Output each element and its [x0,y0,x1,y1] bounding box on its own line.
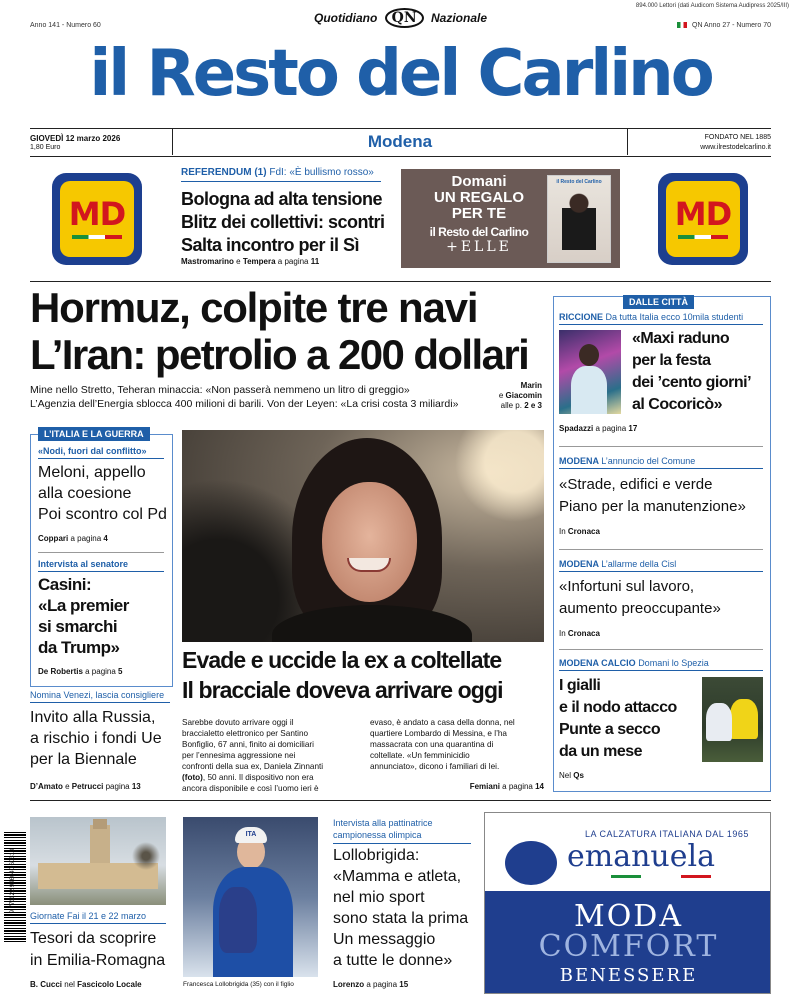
city-k2-rest: L’annuncio del Comune [601,456,696,466]
md-ad-left[interactable] [52,173,142,265]
war-b1-rest: a pagina [68,534,104,543]
city-kicker-2-rule [559,468,763,469]
war-kicker-2-rule [38,571,164,572]
promo-line-3: PER TE [451,205,507,222]
crime-c2-line-1: evaso, è andato a casa della donna, nel [370,718,515,727]
skater-h-line-1: Lollobrigida: [333,847,420,864]
crime-c1-line-4: per l’ennesima aggressione nei [182,751,296,760]
skater-k-line-1: Intervista alla pattinatrice [333,818,433,828]
city-h1-line-1: «Maxi raduno [632,330,730,347]
city-h1-line-3: dei ’cento giorni’ [632,374,752,391]
cover-figure [562,190,596,250]
promo-line-2: UN REGALO [434,189,524,206]
elle-promo-ad[interactable] [401,169,620,268]
cover-title: il Resto del Carlino [556,179,602,185]
city-k3-place: MODENA [559,559,599,569]
fai-headline[interactable] [30,928,165,972]
war-b1-page: 4 [103,534,108,543]
city-b4-pre: Nel [559,771,574,780]
promo-text [409,173,549,255]
crime-c2-line-2: quartiere Lombardo di Messina, e l’ha [370,729,507,738]
city-kicker-4[interactable] [559,658,709,668]
city-h4-line-2: e il nodo attacco [559,699,677,716]
city-b2-pre: In [559,527,568,536]
city-kicker-3[interactable] [559,559,676,569]
emanuela-moda: MODA [573,899,684,934]
child-figure [219,887,257,953]
war-b3-page: 13 [131,782,141,791]
war-h2-line-2: «La premier [38,596,129,615]
city-headline-3[interactable] [559,576,721,620]
fai-h-line-1: Tesori da scoprire [30,930,157,947]
war-h2-line-4: da Trump» [38,638,120,657]
crime-c1-line-2: braccialetto elettronico per Santino [182,729,309,738]
city-kicker-1-rule [559,324,763,325]
war-kicker-3-rule [30,702,170,703]
emanuela-stripes [611,875,711,878]
war-b3-name-2: Petrucci [71,782,104,791]
party-photo[interactable] [559,330,621,414]
crime-byline-page: 14 [535,782,544,791]
skater-b-name: Lorenzo [333,980,365,989]
crime-byline-rest: a pagina [499,782,536,791]
md-logo-text: MD [68,195,126,233]
city-h3-line-2: aumento preoccupante» [559,600,721,617]
war-kicker-1[interactable]: «Nodi, fuori dal conflitto» [38,446,147,456]
masthead-title[interactable]: il Resto del Carlino [89,37,712,111]
crime-c1-line-1: Sarebbe dovuto arrivare oggi il [182,718,294,727]
emanuela-tagline: LA CALZATURA ITALIANA DAL 1965 [585,829,749,839]
referendum-headline[interactable] [181,188,385,257]
city-h1-line-2: per la festa [632,352,711,369]
crime-c1-line-7: ancora disponibile e così l’uomo ieri è [182,784,319,793]
war-tab: L’ITALIA E LA GUERRA [38,427,150,441]
lead-pages-pre: alle p. [500,401,525,410]
football-photo[interactable] [702,677,763,762]
issue-price: 1,80 Euro [30,144,61,151]
skater-h-line-4: sono stata la prima [333,910,469,927]
emanuela-blue-panel [485,891,771,994]
skater-b-rest: a pagina [364,980,400,989]
crime-c2-line-4: coltellate. «Un femminicidio [370,751,470,760]
city-h4-line-1: I gialli [559,677,601,694]
lead-pages: 2 e 3 [524,401,542,410]
referendum-line-2: Blitz dei collettivi: scontri [181,212,385,232]
top-row-rule [30,281,771,282]
city-b1-name: Spadazzi [559,424,594,433]
fai-b-name: B. Cucci [30,980,63,989]
skater-k-line-2: campionessa olimpica [333,830,422,840]
skater-kicker-rule [333,843,471,844]
referendum-line-1: Bologna ad alta tensione [181,189,383,209]
city-byline-1 [559,424,637,433]
network-left: Quotidiano [313,11,378,25]
horse-logo-icon [505,841,557,885]
war-divider-1 [38,552,164,553]
lead-headline-1[interactable]: Hormuz, colpite tre navi [30,284,478,331]
barcode-digits: 9 771122 996040 60310 [10,848,16,914]
referendum-line-3: Salta incontro per il Sì [181,235,360,255]
lead-summary-1: Mine nello Stretto, Teheran minaccia: «Non passerà nemmeno un litro di greggio» [30,384,410,396]
byline-page: 11 [310,257,320,266]
city-h4-line-3: Punte a secco [559,721,661,738]
lead-author-1: Marin [520,381,542,390]
byline-author-b: Tempera [242,257,276,266]
network-right: Nazionale [431,11,488,25]
byline-sep: e [233,257,243,266]
palace-photo[interactable] [30,817,166,905]
italian-stripe-right [678,235,728,239]
city-h2-line-2: Piano per la manutenzione» [559,498,746,515]
skater-photo[interactable] [183,817,318,977]
lead-byline [488,381,542,411]
city-byline-4 [559,771,584,780]
promo-line-4: il Resto del Carlino [429,225,529,239]
war-h3-line-2: a rischio i fondi Ue [30,730,162,747]
city-h3-line-1: «Infortuni sul lavoro, [559,578,695,595]
war-h1-line-3: Poi scontro col Pd [38,506,167,523]
city-h1-line-4: al Cocoricò» [632,396,723,413]
byline-author-a: Mastromarino [181,257,234,266]
city-byline-3 [559,629,600,638]
fai-b-mid: nel [62,980,78,989]
war-h3-line-3: per la Biennale [30,751,137,768]
italian-stripe [72,235,122,239]
crime-c1-line-3: Bonfiglio, 67 anni, finito ai domiciliari [182,740,314,749]
italy-flag-icon [677,22,687,28]
referendum-byline [181,257,319,266]
city-b4-name: Qs [573,771,584,780]
city-k4-place: MODENA CALCIO [559,658,636,668]
skater-h-line-2: «Mamma e atleta, [333,868,462,885]
city-kicker-4-rule [559,670,763,671]
crime-body-col1 [182,717,362,794]
war-b2-page: 5 [118,667,123,676]
emanuela-comfort: COMFORT [538,929,719,964]
edition-left: Anno 141 - Numero 60 [30,22,101,29]
city-kicker-2[interactable] [559,456,695,466]
fai-kicker[interactable]: Giornate Fai il 21 e 22 marzo [30,911,147,921]
city-headline-2[interactable] [559,474,746,518]
crime-c2-line-5: annunciato», dicono i familiari di lei. [370,762,500,771]
city-headline-4[interactable] [559,675,677,763]
war-headline-3[interactable] [30,707,162,770]
lead-summary-2: L’Agenzia dell’Energia sblocca 400 milioni di barili. Von der Leyen: «La crisi costa 3 miliardi» [30,398,459,410]
party-person-head [579,344,599,366]
skater-h-line-3: nel mio sport [333,889,425,906]
war-h3-line-1: Invito alla Russia, [30,709,156,726]
city-h4-line-4: da un mese [559,743,643,760]
war-b3-sep: e [62,782,72,791]
city-b3-name: Cronaca [567,629,600,638]
city-divider-1 [559,446,763,447]
skater-caption: Francesca Lollobrigida (35) con il figlio [183,981,294,988]
woman-face [322,482,417,602]
city-divider-2 [559,549,763,550]
skater-b-page: 15 [399,980,409,989]
city-h2-line-1: «Strade, edifici e verde [559,476,713,493]
crime-byline-name: Femiani [469,782,500,791]
lead-author-2: Giacomin [505,391,542,400]
war-byline-3 [30,782,141,791]
crime-photo-ref: (foto) [182,773,203,782]
city-k1-rest: Da tutta Italia ecco 10mila studenti [605,312,744,322]
skater-headline[interactable] [333,845,468,971]
website[interactable]: www.ilrestodelcarlino.it [700,144,771,151]
city-divider-3 [559,649,763,650]
city-k2-place: MODENA [559,456,599,466]
fai-kicker-rule [30,923,166,924]
war-h2-line-3: si smarchi [38,617,118,636]
city-k3-rest: L’allarme della Cisl [601,559,677,569]
skater-h-line-6: a tutte le donne» [333,952,453,969]
lead-headline-2[interactable]: L’Iran: petrolio a 200 dollari [30,331,529,378]
referendum-kicker-rest: FdI: «È bullismo rosso» [269,167,374,178]
founded: FONDATO NEL 1885 [704,134,771,141]
byline-page-text: a pagina [275,257,311,266]
war-h1-line-2: alla coesione [38,485,132,502]
crime-c1-line-6 [182,772,362,783]
main-bottom-rule [30,800,771,801]
bare-trees [126,833,166,879]
crime-c1-line-5: confronti della sua ex, Daniela Zinnanti [182,762,324,771]
war-kicker-1-rule [38,458,164,459]
city-b1-rest: a pagina [593,424,629,433]
war-h1-line-1: Meloni, appello [38,464,146,481]
city-kicker-3-rule [559,571,763,572]
fai-b-rest: Fascicolo Locale [77,980,142,989]
war-b1-name: Coppari [38,534,69,543]
edition-right-wrap [677,22,771,29]
crime-body-col2 [370,717,548,772]
emanuela-brand: emanuela [567,839,715,874]
city-b3-pre: In [559,629,568,638]
city-kicker-1[interactable] [559,312,743,322]
city-box[interactable] [172,128,628,155]
skater-helmet: ITA [235,827,267,843]
skater-byline [333,980,408,989]
crime-headline-2[interactable]: Il bracciale doveva arrivare oggi [182,677,503,703]
promo-line-5: +ELLE [446,239,512,255]
party-person-body [571,366,607,414]
md-logo-text-right: MD [674,195,732,233]
city-byline-2 [559,527,600,536]
emanuela-ad[interactable] [484,812,771,994]
war-b3-rest: pagina [103,782,132,791]
edition-right: QN Anno 27 - Numero 70 [692,22,771,29]
md-ad-right[interactable] [658,173,748,265]
war-byline-2 [38,667,123,676]
emanuela-benessere: BENESSERE [559,965,698,986]
player-white [706,703,732,741]
war-b2-name: De Robertis [38,667,83,676]
player-yellow [730,699,758,739]
referendum-kicker-rule [181,181,381,182]
palace-tower-top [93,819,107,829]
war-headline-2[interactable] [38,574,129,658]
skater-kicker[interactable] [333,817,433,841]
city-edition: Modena [367,132,433,151]
readers-note: 894.000 Lettori (dati Audicom Sistema Audipress 2025/III) [635,3,789,9]
crime-c2-line-3: massacrata con una quarantina di [370,740,494,749]
crime-byline [440,782,544,791]
crime-headline-1[interactable]: Evade e uccide la ex a coltellate [182,647,502,673]
skater-h-line-5: Un messaggio [333,931,436,948]
victim-photo[interactable] [182,430,544,642]
war-headline-1[interactable] [38,462,167,525]
masthead-rule-bottom [30,156,771,157]
promo-line-1: Domani [451,173,507,190]
referendum-kicker-strong: REFERENDUM (1) [181,167,267,178]
war-kicker-2[interactable]: Intervista al senatore [38,559,129,569]
war-b3-name-1: D’Amato [30,782,63,791]
referendum-kicker[interactable] [181,167,374,178]
city-k1-place: RICCIONE [559,312,604,322]
city-headline-1[interactable] [632,328,751,416]
magazine-cover-image [547,175,611,263]
city-b2-name: Cronaca [567,527,600,536]
city-b1-page: 17 [628,424,638,433]
issue-date: GIOVEDÌ 12 marzo 2026 [30,134,121,143]
qn-logo: QN [385,8,424,28]
war-h2-line-1: Casini: [38,575,92,594]
war-kicker-3[interactable]: Nomina Venezi, lascia consigliere [30,690,165,700]
fai-byline [30,980,142,989]
city-tab: DALLE CITTÀ [623,295,694,309]
city-k4-rest: Domani lo Spezia [638,658,709,668]
war-byline-1 [38,534,108,543]
fai-h-line-2: in Emilia-Romagna [30,952,166,969]
lead-author-sep: e [498,391,506,400]
war-b2-rest: a pagina [82,667,119,676]
crime-c1-tail: , 50 anni. Il dispositivo non era [202,773,314,782]
